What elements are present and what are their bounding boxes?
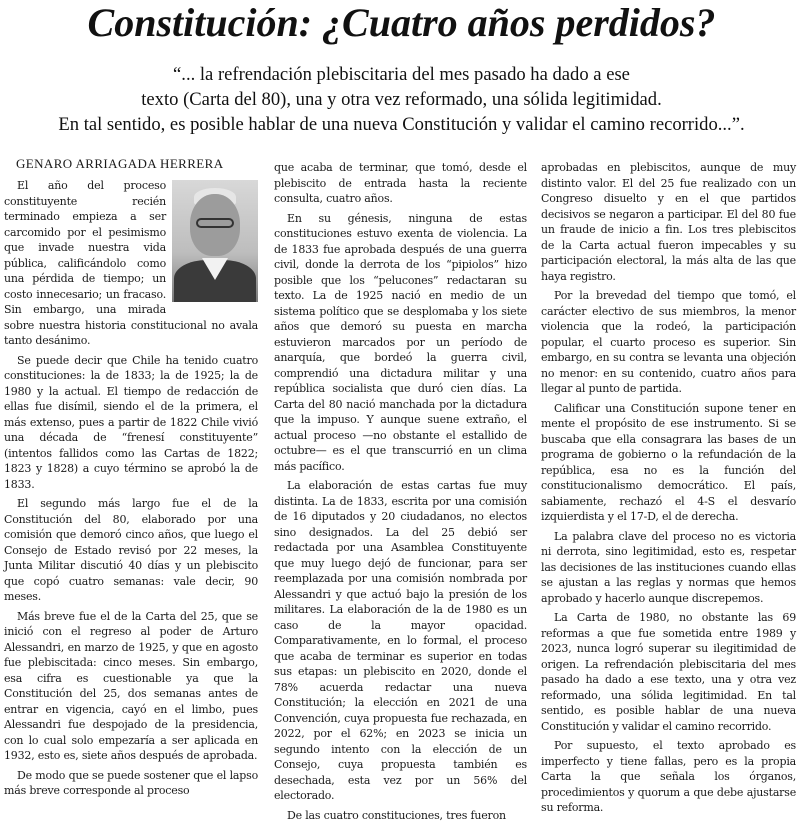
paragraph: De las cuatro constituciones, tres fueron bbox=[287, 808, 506, 822]
author-photo bbox=[172, 180, 258, 302]
author-byline: GENARO ARRIAGADA HERRERA bbox=[16, 156, 224, 171]
pull-quote bbox=[10, 62, 793, 137]
column-3 bbox=[541, 160, 796, 820]
paragraph: De modo que se puede sostener que el lapso más breve corresponde al proceso bbox=[4, 768, 258, 797]
paragraph: La palabra clave del proceso no es victoria ni derrota, sino legitimidad, esto es, respetar las decisiones de las instituciones cuando ellas se ajustan a las reglas y normas que hemos aprobado y hacerlo aunque discrepemos. bbox=[541, 529, 796, 605]
paragraph: La elaboración de estas cartas fue muy distinta. La de 1833, escrita por una comisión de 16 diputados y 20 ciudadanos, no electos sino designados. La del 25 debió ser redactada por una Asamblea Constituyente que muy luego dejó de funcionar, para ser reemplazada por una comisión nombrada por Alessandri y que actuó bajo la presión de los militares. La elaboración de la de 1980 es un caso de la mayor opacidad. Comparativamente, en lo formal, el proceso que acaba de terminar es superior en todas sus etapas: un plebiscito en 2020, donde el 78% acuerda redactar una nueva Constitución; la elección en 2021 de una Convención, cuya propuesta fue rechazada, en 2022, por el 62%; en 2023 se inicia un segundo intento con la elección de un Consejo, cuya propuesta también es desechada, esta vez por un 56% del electorado. bbox=[274, 479, 527, 802]
pull-quote-line: En tal sentido, es posible hablar de una nueva Constitución y validar el camino recorrido...”. bbox=[58, 114, 745, 135]
paragraph: Se puede decir que Chile ha tenido cuatro constituciones: la de 1833; la de 1925; la de 1980 y la actual. El tiempo de redacción de ellas fue disímil, siendo el de la primera, el más extenso, pues a partir de 1822 Chile vivió una década de “frenesí constituyente” (intentos fallidos como las Cartas de 1822; 1823 y 1828) a cuyo término se aprobó la de 1833. bbox=[4, 353, 258, 491]
paragraph: Por la brevedad del tiempo que tomó, el carácter electivo de sus miembros, la menor violencia que la rodeó, la participación popular, el cuarto proceso es superior. Sin embargo, en su contra se levanta una objeción no menor: en su contenido, cuatro años para llegar al punto de partida. bbox=[541, 289, 796, 395]
article-title: Constitución: ¿Cuatro años perdidos? bbox=[87, 0, 716, 45]
paragraph: Por supuesto, el texto aprobado es imperfecto y tiene fallas, pero es la propia Carta la que señala los órganos, procedimientos y quorum a que debe ajustarse su reforma. bbox=[541, 739, 796, 814]
paragraph: que acaba de terminar, que tomó, desde el plebiscito de entrada hasta la reciente consulta, cuatro años. bbox=[274, 161, 527, 205]
paragraph: Calificar una Constitución supone tener en mente el propósito de ese instrumento. Si se buscaba que ella consagrara las bases de un programa de gobierno o la refundación de la república, esa no es la función del constitucionalismo democrático. El país, sabiamente, rechazó el 4-S el desvarío izquierdista y el 17-D, el de derecha. bbox=[541, 401, 796, 523]
pull-quote-line: texto (Carta del 80), una y otra vez reformado, una sólida legitimidad. bbox=[141, 89, 662, 110]
paragraph: En su génesis, ninguna de estas constituciones estuvo exenta de violencia. La de 1833 fue aprobada después de una guerra civil, donde la derrota de los “pipiolos” hizo posible que los “pelucones” redactaran su texto. La de 1925 nació en medio de un sistema político que se desplomaba y los siete años que demoró su puesta en marcha estuvieron marcados por un período de anarquía, que bordeó la guerra civil, comprendió una dictadura militar y una república socialista que duró cien días. La Carta del 80 nació manchada por la dictadura que la impuso. Y aunque suene extraño, el actual proceso —no obstante el estallido de octubre— es el que transcurrió en un clima más pacífico. bbox=[274, 211, 527, 473]
paragraph: El año del proceso constituyente recién terminado empieza a ser carcomido por el pesimismo que invade nuestra vida pública, calificándolo como una pérdida de tiempo; un costo innecesario; un fracaso. Sin embargo, una mirada sobre nuestra historia constitucional no avala tanto desánimo. bbox=[4, 179, 258, 347]
column-2 bbox=[274, 160, 527, 827]
pull-quote-line: “... la refrendación plebiscitaria del mes pasado ha dado a ese bbox=[173, 64, 630, 85]
paragraph: aprobadas en plebiscitos, aunque de muy distinto valor. El del 25 fue realizado con un Congreso disuelto y en el que partidos decisivos se negaron a participar. El del 80 fue un fraude de inicio a fin. Los tres plebiscitos de la Carta actual fueron impecables y su participación electoral, la más alta de las que haya registro. bbox=[541, 161, 796, 283]
paragraph: La Carta de 1980, no obstante las 69 reformas a que fue sometida entre 1989 y 2023, nunca logró superar su ilegitimidad de origen. La refrendación plebiscitaria del mes pasado ha dado a ese texto, una y otra vez reformado, una sólida legitimidad. En tal sentido, es posible hablar de una nueva Constitución y validar el camino recorrido. bbox=[541, 611, 796, 733]
paragraph: El segundo más largo fue el de la Constitución del 80, elaborado por una comisión que demoró cinco años, que luego el Consejo de Estado revisó por 22 meses, la Junta Militar discutió 40 días y un plebiscito que copó cuatro semanas: vale decir, 90 meses. bbox=[4, 497, 258, 603]
column-1 bbox=[4, 156, 258, 803]
paragraph: Más breve fue el de la Carta del 25, que se inició con el regreso al poder de Arturo Alessandri, en marzo de 1925, y que en agosto fue plebiscitada: cinco meses. Sin embargo, esa cifra es cuestionable ya que la Constitución del 25, dos semanas antes de entrar en vigencia, cayó en el limbo, pues Alessandri fue despojado de la presidencia, con lo cual solo empezaría a ser aplicada en 1932, esto es, siete años después de aprobada. bbox=[4, 609, 258, 762]
